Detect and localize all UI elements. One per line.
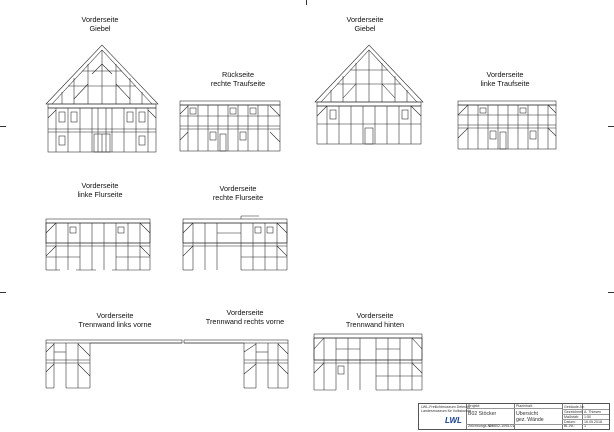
- field-datum: Datum:: [564, 420, 576, 424]
- top-tick: [306, 0, 307, 5]
- planinhalt-value-1: Übersicht: [516, 411, 538, 417]
- label-vorderseite-linke-traufseite: Vorderseite linke Traufseite: [480, 70, 530, 88]
- projekt-value: B02 Stöcker: [468, 411, 497, 417]
- planinhalt-value-2: gez. Wände: [516, 417, 544, 423]
- elevation-vorderseite-giebel-1: [44, 44, 160, 156]
- field-gebaeude: Gebäude-Nr.: [564, 405, 585, 409]
- zeichnungs-value: DB802-1095-01: [489, 424, 515, 428]
- left-tick-top: [0, 126, 6, 127]
- label-vorderseite-giebel-1: Vorderseite Giebel: [81, 15, 119, 33]
- projekt-label: Projekt:: [468, 404, 481, 408]
- right-tick-bottom: [608, 292, 614, 293]
- elevation-trennwand-links-vorne: [44, 338, 184, 390]
- elevation-vorderseite-giebel-2: [313, 44, 425, 148]
- field-blatt-value: 1: [584, 424, 586, 428]
- field-gezeichnet-value: A. Thiesen: [584, 410, 602, 414]
- right-tick-top: [608, 126, 614, 127]
- elevation-rueckseite-traufseite: [178, 98, 282, 154]
- label-vorderseite-rechte-flurseite: Vorderseite rechte Flurseite: [212, 184, 264, 202]
- label-trennwand-links-vorne: Vorderseite Trennwand links vorne: [78, 311, 152, 329]
- label-vorderseite-linke-flurseite: Vorderseite linke Flurseite: [77, 181, 123, 199]
- elevation-vorderseite-linke-flurseite: [44, 217, 152, 272]
- field-gezeichnet: Gezeichnet:: [564, 410, 584, 414]
- label-trennwand-hinten: Vorderseite Trennwand hinten: [345, 311, 405, 329]
- label-rueckseite-traufseite: Rückseite rechte Traufseite: [210, 70, 266, 88]
- org-line-1: LWL-Freilichtmuseum Detmold: [421, 405, 471, 409]
- lwl-logo: LWL: [445, 416, 462, 425]
- field-datum-value: 16.05.2018: [584, 420, 602, 424]
- zeichnungs-label: Zeichnungs-Nr.:: [468, 424, 494, 428]
- planinhalt-label: Planinhalt:: [516, 404, 533, 408]
- title-block: [418, 403, 610, 430]
- label-trennwand-rechts-vorne: Vorderseite Trennwand rechts vorne: [205, 308, 285, 326]
- org-line-2: Landesmuseum für Volkskunde: [421, 409, 472, 413]
- left-tick-bottom: [0, 292, 6, 293]
- elevation-vorderseite-linke-traufseite: [456, 98, 558, 152]
- field-blatt: Bl.-Nr.:: [564, 424, 575, 428]
- elevation-vorderseite-rechte-flurseite: [181, 215, 289, 272]
- elevation-trennwand-hinten: [312, 332, 424, 392]
- field-massstab-value: 1:50: [584, 415, 591, 419]
- field-massstab: Maßstab:: [564, 415, 579, 419]
- label-vorderseite-giebel-2: Vorderseite Giebel: [346, 15, 384, 33]
- elevation-trennwand-rechts-vorne: [182, 338, 290, 390]
